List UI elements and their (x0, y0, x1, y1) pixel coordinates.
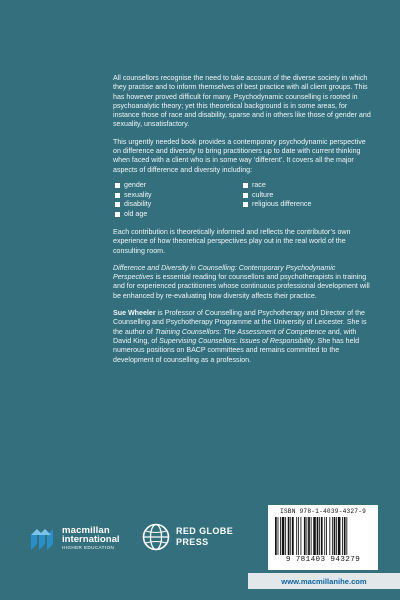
barcode-panel (268, 505, 378, 570)
topic-item: sexuality (115, 190, 243, 200)
barcode-stripe (324, 517, 325, 555)
author-book-title: Training Counsellors: The Assessment of Competence (154, 327, 326, 336)
topic-item: race (243, 181, 377, 191)
red-globe-text: RED GLOBE (176, 526, 234, 536)
barcode-stripe (336, 517, 337, 555)
barcode-stripe (301, 517, 302, 555)
barcode-stripe (282, 517, 285, 555)
barcode-stripe (298, 517, 299, 555)
barcode-stripe (288, 517, 290, 555)
barcode-stripe (329, 517, 330, 555)
blurb-paragraph-book: This urgently needed book provides a contemporary psychodynamic perspective on difference and diversity to bring practitioners up to date with current thinking when faced with a client who is in some way ‘different’. It covers all the major aspects of difference and diversity including: (113, 137, 366, 174)
macmillan-international: international (62, 534, 120, 546)
barcode-stripe (280, 517, 281, 555)
barcode-stripe (290, 517, 291, 555)
topic-item: disability (115, 200, 243, 210)
blurb-paragraph-audience: Difference and Diversity in Counselling: Contemporary Psychodynamic Perspectives is essential reading for counsellors and psychotherapists in training and for experienced practitioners whose continuous professional development will be enhanced by re-evaluating how diversity affects their practice. (113, 263, 370, 300)
blurb-text (113, 74, 375, 373)
barcode-stripe (321, 517, 323, 555)
barcode-stripe (278, 517, 279, 555)
bullet-square-icon (243, 183, 248, 188)
barcode-stripe (308, 517, 310, 555)
barcode-stripe (344, 517, 346, 555)
bullet-square-icon (243, 202, 248, 207)
barcode-stripe (311, 517, 312, 555)
topic-item: culture (243, 190, 377, 200)
macmillan-mark-icon (30, 525, 58, 551)
bullet-square-icon (243, 193, 248, 198)
topic-list (115, 181, 375, 219)
bullet-square-icon (115, 212, 120, 217)
author-bio: Sue Wheeler is Professor of Counselling and Psychotherapy and Director of the Counselling and Psychotherapy Programme at the University of Leicester. She is the author of Training Counsellors: The Assessment of Competence and, with David King, of Supervising Counsellors: Issues of Responsibility. She has held numerous positions on BACP committees and remains committed to the development of counselling as a profession. (113, 309, 367, 364)
barcode-stripe (346, 517, 347, 555)
barcode-stripe (275, 517, 277, 555)
topic-item: old age (115, 209, 243, 219)
barcode-stripe (317, 517, 319, 555)
barcode-stripe (306, 517, 307, 555)
red-globe-press-logo (142, 523, 233, 551)
bullet-square-icon (115, 193, 120, 198)
barcode-stripe (304, 517, 306, 555)
macmillan-tagline: HIGHER EDUCATION (62, 544, 115, 550)
barcode-stripe (342, 517, 343, 555)
barcode-stripe (285, 517, 286, 555)
barcode-stripe (292, 517, 294, 555)
book-title-italic: Difference and Diversity in Counselling: Contemporary Psychodynamic Perspectives (113, 263, 336, 282)
press-text: PRESS (176, 537, 209, 547)
bullet-square-icon (115, 183, 120, 188)
barcode-stripe (296, 517, 297, 555)
macmillan-logo (30, 525, 120, 551)
topic-item: religious difference (243, 200, 377, 210)
blurb-paragraph-contributions: Each contribution is theoretically informed and reflects the contributor’s own experience of how theoretical perspectives play out in the real world of the consulting room. (113, 227, 351, 255)
blurb-paragraph-intro: All counsellors recognise the need to take account of the diverse society in which they practise and to inform themselves of best practice with all client groups. This has however proved difficult for many. Psychodynamic counselling is rooted in psychoanalytic theory; yet this theoretical background is in some areas, for instance those of race and disability, sparse and in others like those of gender and sexuality, unsatisfactory. (113, 74, 371, 129)
isbn-text: ISBN 978-1-4039-4327-9 (279, 508, 367, 515)
barcode-stripe (313, 517, 316, 555)
author-book-title: Supervising Counsellors: Issues of Responsibility (159, 336, 314, 345)
topic-item: gender (115, 181, 243, 191)
barcode-stripe (326, 517, 327, 555)
author-name: Sue Wheeler (113, 309, 156, 318)
barcode-stripe (319, 517, 320, 555)
bullet-square-icon (115, 202, 120, 207)
barcode-stripe (338, 517, 341, 555)
barcode-bars (274, 517, 372, 555)
publisher-url[interactable]: www.macmillanihe.com (248, 573, 400, 589)
macmillan-name: macmillan (62, 524, 110, 536)
globe-icon (142, 523, 170, 551)
barcode-number: 9 781403 943279 (285, 556, 361, 564)
barcode-stripe (332, 517, 333, 555)
barcode-stripe (334, 517, 336, 555)
